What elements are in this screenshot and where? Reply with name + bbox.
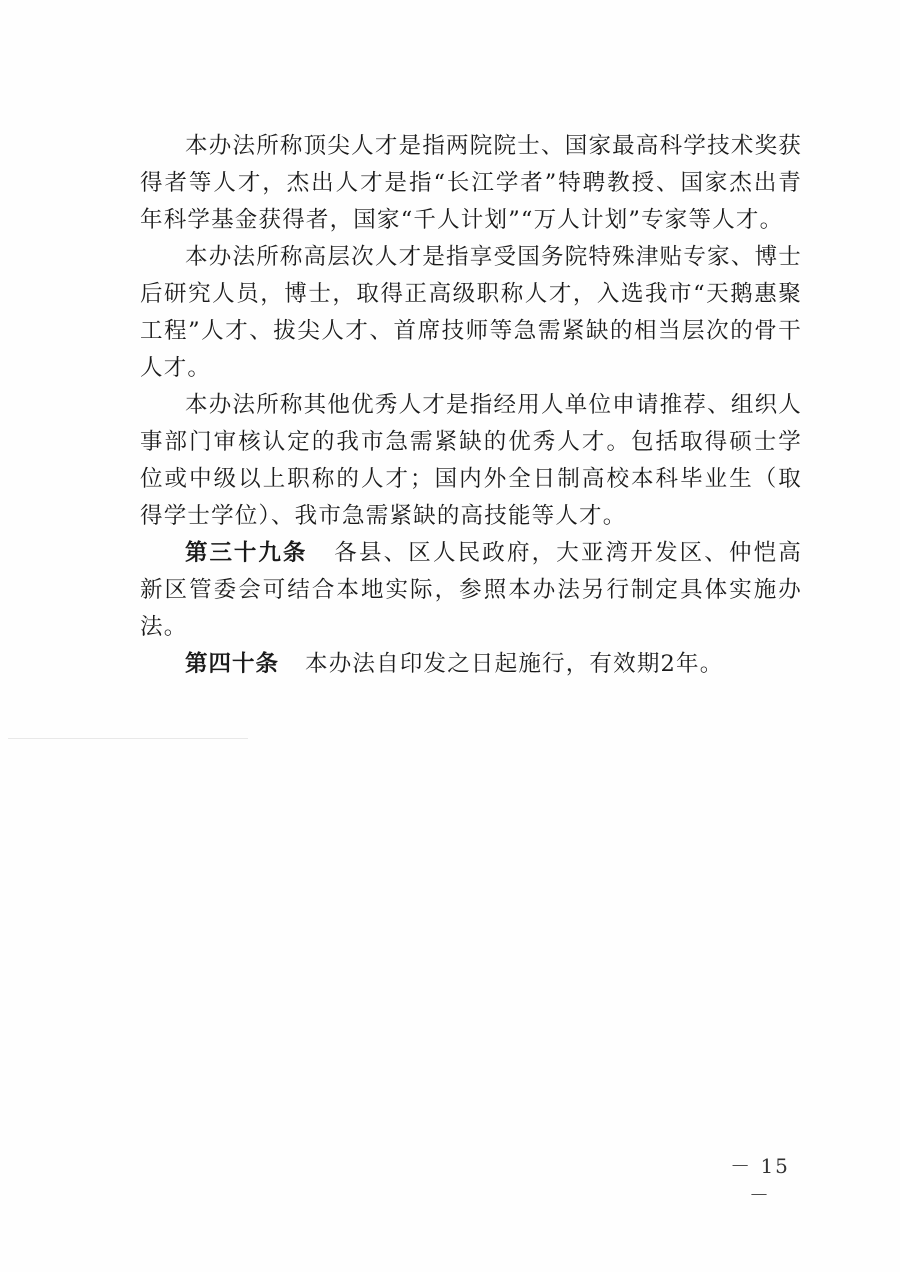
page-number: － 15 －	[730, 1154, 790, 1207]
paragraph-high-level-talent: 本办法所称高层次人才是指享受国务院特殊津贴专家、博士后研究人员，博士，取得正高级职称人才，入选我市“天鹅惠聚工程”人才、拔尖人才、首席技师等急需紧缺的相当层次的骨干人才。	[140, 244, 802, 381]
article-39-text: 各县、区人民政府，大亚湾开发区、仲恺高新区管委会可结合本地实际，参照本办法另行制定具体实施办法。	[140, 540, 802, 640]
article-39-heading: 第三十九条	[185, 540, 308, 566]
article-39	[140, 535, 802, 646]
scan-artifact-line	[8, 738, 248, 739]
article-40-text: 本办法自印发之日起施行，有效期2年。	[305, 651, 724, 677]
document-body	[140, 128, 802, 683]
paragraph-other-talent: 本办法所称其他优秀人才是指经用人单位申请推荐、组织人事部门审核认定的我市急需紧缺的优秀人才。包括取得硕士学位或中级以上职称的人才；国内外全日制高校本科毕业生（取得学士学位）、我市急需紧缺的高技能等人才。	[140, 392, 802, 529]
paragraph-top-talent: 本办法所称顶尖人才是指两院院士、国家最高科学技术奖获得者等人才，杰出人才是指“长江学者”特聘教授、国家杰出青年科学基金获得者，国家“千人计划”“万人计划”专家等人才。	[140, 133, 802, 233]
article-40	[140, 646, 802, 683]
article-40-heading: 第四十条	[185, 651, 280, 677]
